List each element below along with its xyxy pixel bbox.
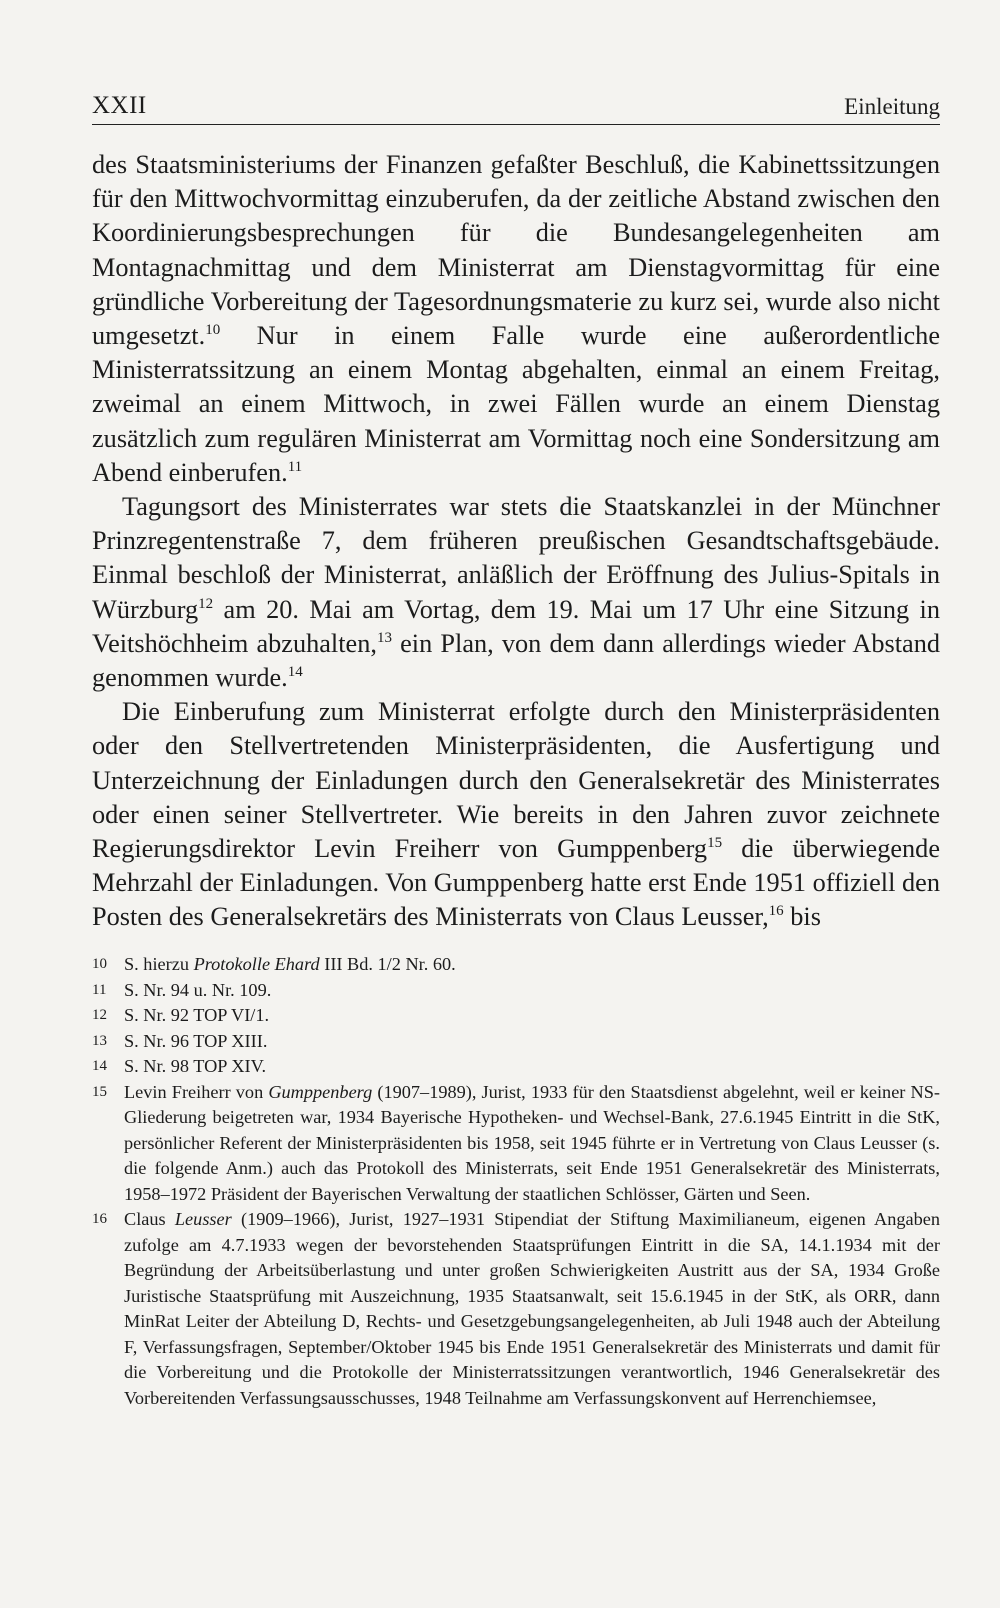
paragraph xyxy=(92,148,940,490)
text-run: S. Nr. 94 u. Nr. 109. xyxy=(124,979,272,1000)
text-run: S. hierzu xyxy=(124,954,194,974)
body-text xyxy=(92,148,940,935)
footnote-reference: 13 xyxy=(376,629,392,646)
footnote-number: 15 xyxy=(92,1083,107,1100)
footnote-reference: 10 xyxy=(205,322,221,339)
footnote xyxy=(92,1003,940,1029)
page-number: XXII xyxy=(92,92,147,119)
text-run: Levin Freiherr von xyxy=(124,1081,269,1102)
text-run: am 20. Mai am Vortag, dem 19. Mai um 17 Uhr eine Sitzung in Veitshöchheim abzuhalten, xyxy=(92,594,940,658)
footnote-reference: 12 xyxy=(198,595,214,612)
footnote-reference: 14 xyxy=(287,664,303,681)
text-run: S. Nr. 98 TOP XIV. xyxy=(124,1056,267,1076)
emphasis-text: Gumppenberg xyxy=(268,1081,373,1102)
paragraph xyxy=(92,490,940,695)
footnote-number: 16 xyxy=(92,1211,107,1227)
footnote-reference: 16 xyxy=(768,903,784,920)
footnote xyxy=(92,1054,940,1080)
text-run: S. Nr. 96 TOP XIII. xyxy=(124,1030,268,1051)
footnote-number: 13 xyxy=(92,1032,107,1049)
footnote-reference: 15 xyxy=(707,835,723,852)
running-title: Einleitung xyxy=(844,94,940,119)
text-run: bis xyxy=(783,902,821,932)
text-run: des Staatsministeriums der Finanzen gefaßter Beschluß, die Kabinettssitzungen für den Mittwochvormittag einzuberufen, da der zeitliche Abstand zwischen den Koordinierungsbesprechungen für die Bundesangelegenheiten am Montagnachmittag und dem Ministerrat am Dienstagvormittag für eine gründliche Vorbereitung der Tagesordnungsmaterie zu kurz sei, wurde also nicht umgesetzt. xyxy=(92,150,940,351)
text-run: Claus xyxy=(124,1209,175,1229)
text-run: S. Nr. 92 TOP VI/1. xyxy=(124,1005,270,1025)
footnote-number: 11 xyxy=(92,981,107,998)
footnote-number: 12 xyxy=(92,1007,107,1023)
footnote xyxy=(92,1029,940,1055)
footnote xyxy=(92,1080,940,1208)
footnote-number: 10 xyxy=(92,956,107,972)
text-run: Die Einberufung zum Ministerrat erfolgte durch den Ministerpräsidenten oder den Stellvertretenden Ministerpräsidenten, die Ausfertigung und Unterzeichnung der Einladungen durch den Generalsekretär des Ministerrates oder einen seiner Stellvertreter. Wie bereits in den Jahren zuvor zeichnete Regierungsdirektor Levin Freiherr von Gumppenberg xyxy=(92,697,940,864)
text-run: ein Plan, von dem dann allerdings wieder Abstand genommen wurde. xyxy=(92,628,940,693)
footnote-reference: 11 xyxy=(287,458,303,475)
emphasis-text: Protokolle Ehard xyxy=(193,954,320,974)
text-run: die überwiegende Mehrzahl der Einladungen. Von Gumppenberg hatte erst Ende 1951 offiziell den Posten des Generalsekretärs des Ministerrats von Claus Leusser, xyxy=(92,834,940,932)
footnote xyxy=(92,1207,940,1411)
footnotes xyxy=(92,952,940,1411)
footnote xyxy=(92,978,940,1004)
text-run: Tagungsort des Ministerrates war stets die Staatskanzlei in der Münchner Prinzregentenstraße 7, dem früheren preußischen Gesandtschaftsgebäude. Einmal beschloß der Ministerrat, anläßlich der Eröffnung des Julius-Spitals in Würzburg xyxy=(92,492,940,624)
text-run: III Bd. 1/2 Nr. 60. xyxy=(319,954,456,974)
text-run: Nur in einem Falle wurde eine außerordentliche Ministerratssitzung an einem Montag abgehalten, einmal an einem Freitag, zweimal an einem Mittwoch, in zwei Fällen wurde an einem Dienstag zusätzlich zum regulären Ministerrat am Vormittag noch eine Sondersitzung am Abend einberufen. xyxy=(92,321,940,487)
paragraph xyxy=(92,695,940,934)
text-run: (1909–1966), Jurist, 1927–1931 Stipendiat der Stiftung Maximilianeum, eigenen Angaben zufolge am 4.7.1933 wegen der bevorstehenden Staatsprüfungen Eintritt in die SA, 14.1.1934 mit der Begründung der Arbeitsüberlastung und unter großen Schwierigkeiten Austritt aus der SA, 1934 Große Juristische Staatsprüfung mit Auszeichnung, 1935 Staatsanwalt, seit 15.6.1945 in der StK, als ORR, dann MinRat Leiter der Abteilung D, Rechts- und Gesetzgebungsangelegenheiten, ab Juli 1948 auch der Abteilung F, Verfassungsfragen, September/Oktober 1945 bis Ende 1951 Generalsekretär des Ministerrats und damit für die Vorbereitung und die Protokolle der Ministerratssitzungen verantwortlich, 1946 Generalsekretär des Vorbereitenden Verfassungsausschusses, 1948 Teilnahme am Verfassungskonvent auf Herrenchiemsee, xyxy=(124,1209,940,1408)
text-run: (1907–1989), Jurist, 1933 für den Staatsdienst abgelehnt, weil er keiner NS-Gliederung beigetreten war, 1934 Bayerische Hypotheken- und Wechsel-Bank, 27.6.1945 Eintritt in die StK, persönlicher Referent der Ministerpräsidenten bis 1958, seit 1945 führte er in Vertretung von Claus Leusser (s. die folgende Anm.) auch das Protokoll des Ministerrats, seit Ende 1951 Generalsekretär des Ministerrats, 1958–1972 Präsident der Bayerischen Verwaltung der staatlichen Schlösser, Gärten und Seen. xyxy=(124,1081,940,1204)
footnote xyxy=(92,952,940,978)
page-header xyxy=(92,88,940,125)
footnote-number: 14 xyxy=(92,1058,107,1074)
emphasis-text: Leusser xyxy=(174,1209,232,1229)
